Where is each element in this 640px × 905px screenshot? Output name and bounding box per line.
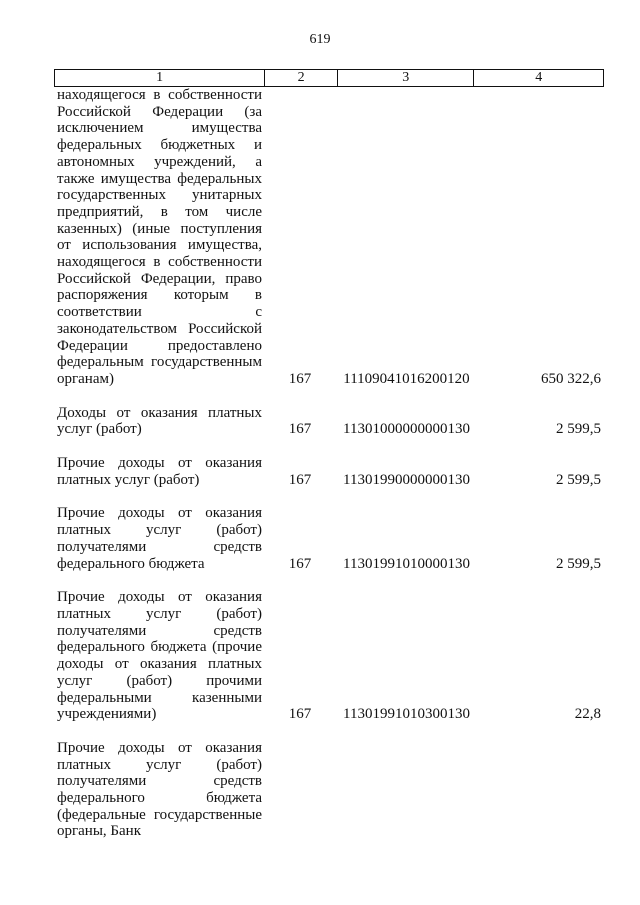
table-row: [54, 589, 604, 723]
header-col-4: 4: [535, 70, 543, 85]
row-amount: 650 322,6: [541, 370, 601, 387]
row-description: Прочие доходы от оказания платных услуг (работ) получателями средств федерального бюджета (федеральные государственные органы, Банк: [57, 739, 262, 840]
row-description: Прочие доходы от оказания платных услуг (работ) получателями средств федерального бюджета (прочие доходы от оказания платных услуг (работ) прочими федеральными казенными учреждениями): [57, 589, 262, 723]
row-description: Доходы от оказания платных услуг (работ): [57, 404, 262, 438]
row-description: Прочие доходы от оказания платных услуг (работ): [57, 455, 262, 488]
row-amount: 2 599,5: [556, 471, 601, 488]
row-code: 167: [288, 471, 312, 488]
row-code: 167: [288, 706, 312, 723]
table-body: [54, 87, 604, 857]
table-row: [54, 505, 604, 572]
table-row: [54, 455, 604, 488]
row-kbk: 11109041016200120: [343, 370, 470, 387]
row-code: 167: [288, 370, 312, 387]
row-amount: 22,8: [574, 706, 601, 723]
table-row: [54, 405, 604, 438]
row-code: 167: [288, 421, 312, 438]
row-kbk: 11301000000000130: [343, 421, 470, 438]
row-code: 167: [288, 555, 312, 572]
header-col-3: 3: [338, 70, 475, 86]
row-kbk: 11301991010300130: [343, 706, 470, 723]
page-number: 619: [309, 32, 331, 47]
header-col-2: 2: [265, 70, 338, 86]
row-amount: 2 599,5: [556, 555, 601, 572]
table-row: [54, 740, 604, 840]
row-kbk: 11301990000000130: [343, 471, 470, 488]
header-col-1: 1: [55, 70, 265, 86]
table-row: [54, 87, 604, 388]
row-description: Прочие доходы от оказания платных услуг (работ) получателями средств федерального бюджета: [57, 505, 262, 572]
row-description: находящегося в собственности Российской Федерации (за исключением имущества федеральных бюджетных и автономных учреждений, а также имущества федеральных государственных унитарных предприятий, в том числе казенных) (иные поступления от использования имущества, находящегося в собственности Российской Федерации, право распоряжения которым в соответствии с законодательством Российской Федерации предоставлено федеральным государственным органам): [57, 87, 262, 387]
row-kbk: 11301991010000130: [343, 555, 470, 572]
row-amount: 2 599,5: [556, 421, 601, 438]
table-header: [54, 69, 604, 87]
